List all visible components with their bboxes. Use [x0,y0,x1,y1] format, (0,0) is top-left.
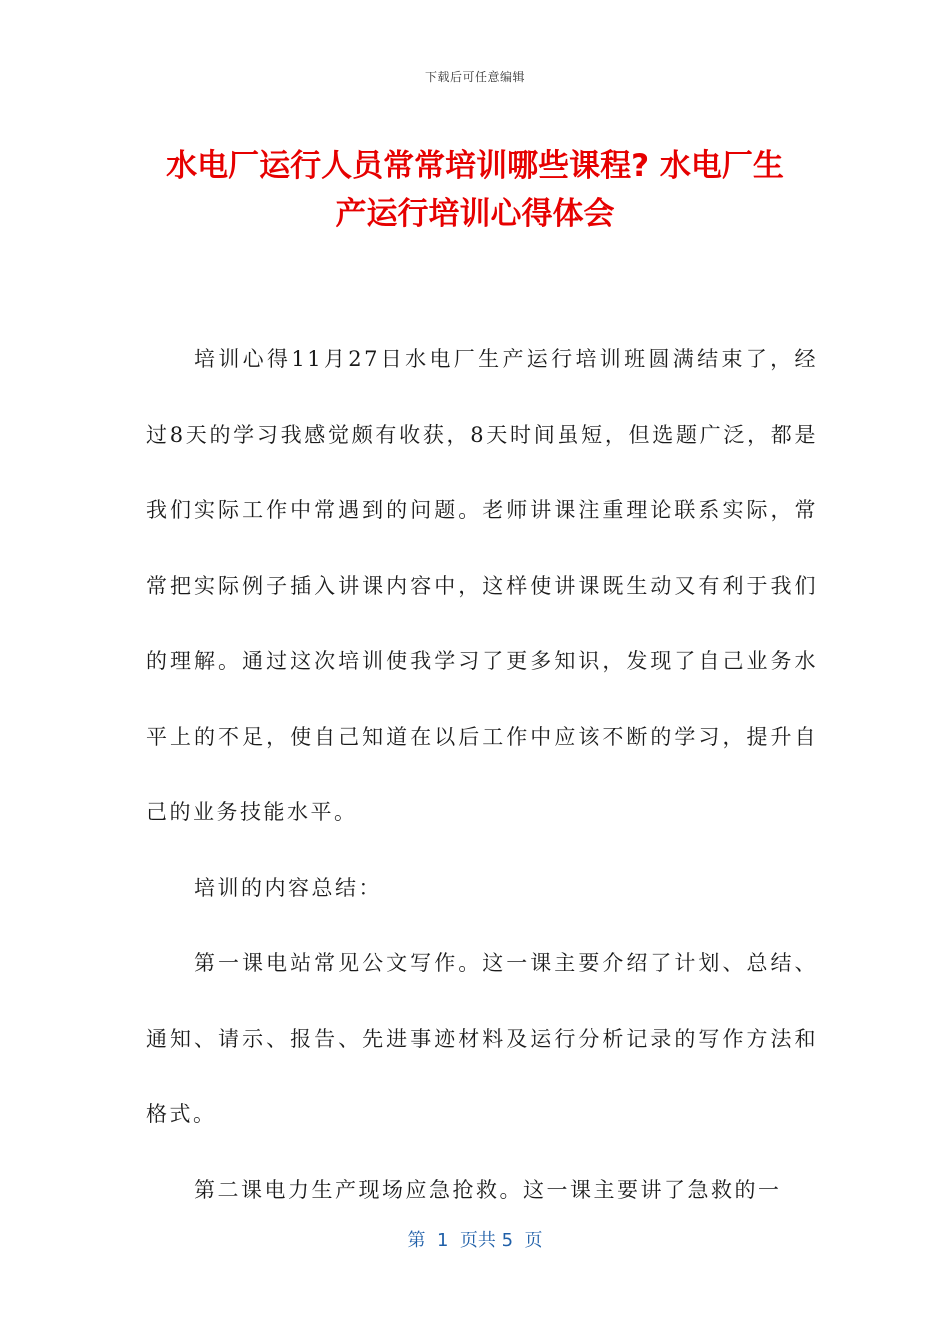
paragraph-line: 际，常常把实际例子插入讲课内容中，这样使讲课既生动又有 [146,498,819,598]
paragraph-line: 培训的内容总结： [194,875,382,900]
paragraph-line: 自己业务水平上的不足，使自己知道在以后工作中应该不断的 [146,649,819,749]
page-number-footer: 第 1 页共 5 页 [407,1230,543,1251]
paragraph-line: 通知、请示、报告、先进事迹材料及运行分析记录的写作方法 [146,1026,795,1051]
paragraph-lesson-2 [146,1153,818,1229]
paragraph-line: 都是我们实际工作中常遇到的问题。老师讲课注重理论联系实 [146,422,818,522]
paragraph-line: 学习，提升自己的业务技能水平。 [146,724,818,824]
paragraph-line: 经过8天的学习我感觉颇有收获，8天时间虽短，但选题广泛， [146,347,818,447]
paragraph-intro [146,322,818,851]
paragraph-line: 和格式。 [146,1026,818,1126]
paragraph-line: 利于我们的理解。通过这次培训使我学习了更多知识，发现了 [146,573,819,673]
paragraph-lesson-1 [146,926,818,1153]
paragraph-line: 第二课电力生产现场应急抢救。这一课主要讲了急救的一 [194,1177,782,1202]
page-header-note: 下载后可任意编辑 [424,70,525,84]
paragraph-line: 第一课电站常见公文写作。这一课主要介绍了计划、总结、 [194,951,818,975]
paragraph-summary-heading [146,851,818,927]
document-title-line-2: 产运行培训心得体会 [335,196,615,232]
document-title [120,142,830,238]
paragraph-line: 培训心得11月27日水电厂生产运行培训班圆满结束了， [194,347,795,371]
document-title-line-1: 水电厂运行人员常常培训哪些课程? 水电厂生 [166,148,784,184]
document-body [146,322,818,1228]
